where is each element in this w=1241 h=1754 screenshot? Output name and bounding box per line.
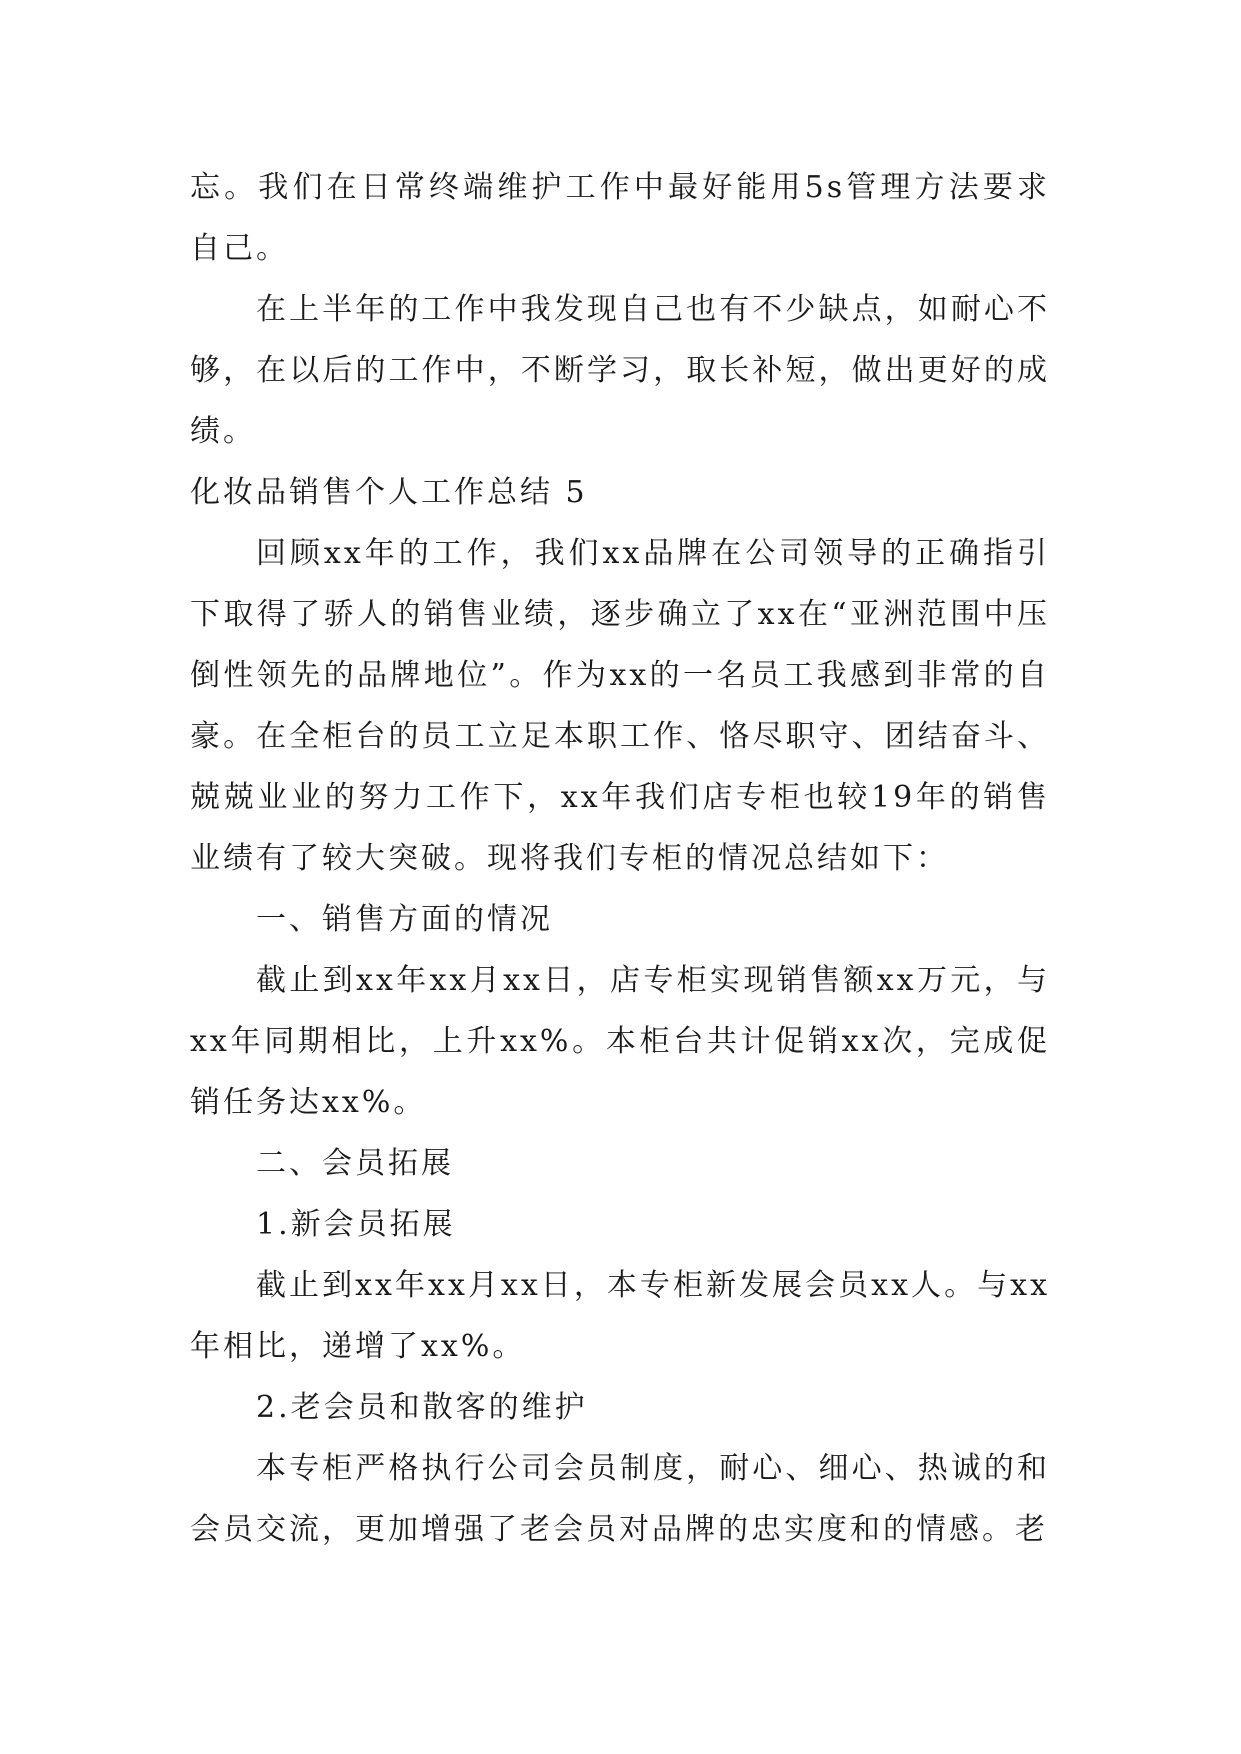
heading-old-members: 2.老会员和散客的维护 <box>256 1390 588 1425</box>
heading-new-members: 1.新会员拓展 <box>256 1207 456 1242</box>
document-body <box>190 157 1050 1560</box>
paragraph-sales: 截止到xx年xx月xx日，店专柜实现销售额xx万元，与xx年同期相比，上升xx%。本柜台共计促销xx次，完成促销任务达xx%。 <box>190 963 1050 1120</box>
paragraph-review: 回顾xx年的工作，我们xx品牌在公司领导的正确指引下取得了骄人的销售业绩，逐步确立了xx在“亚洲范围中压倒性领先的品牌地位”。作为xx的一名员工我感到非常的自豪。在全柜台的员工立足本职工作、恪尽职守、团结奋斗、兢兢业业的努力工作下，xx年我们店专柜也较19年的销售业绩有了较大突破。现将我们专柜的情况总结如下： <box>190 536 1050 876</box>
paragraph-new-members: 截止到xx年xx月xx日，本专柜新发展会员xx人。与xx年相比，递增了xx%。 <box>190 1268 1050 1364</box>
heading-sales: 一、销售方面的情况 <box>256 902 553 937</box>
paragraph-old-members: 本专柜严格执行公司会员制度，耐心、细心、热诚的和会员交流，更加增强了老会员对品牌的忠实度和的情感。老 <box>190 1451 1050 1547</box>
paragraph-continuation: 忘。我们在日常终端维护工作中最好能用5s管理方法要求自己。 <box>190 170 1050 266</box>
paragraph-shortcomings: 在上半年的工作中我发现自己也有不少缺点，如耐心不够，在以后的工作中，不断学习，取长补短，做出更好的成绩。 <box>190 292 1050 449</box>
section-title: 化妆品销售个人工作总结 5 <box>190 475 588 510</box>
heading-membership: 二、会员拓展 <box>256 1146 454 1181</box>
